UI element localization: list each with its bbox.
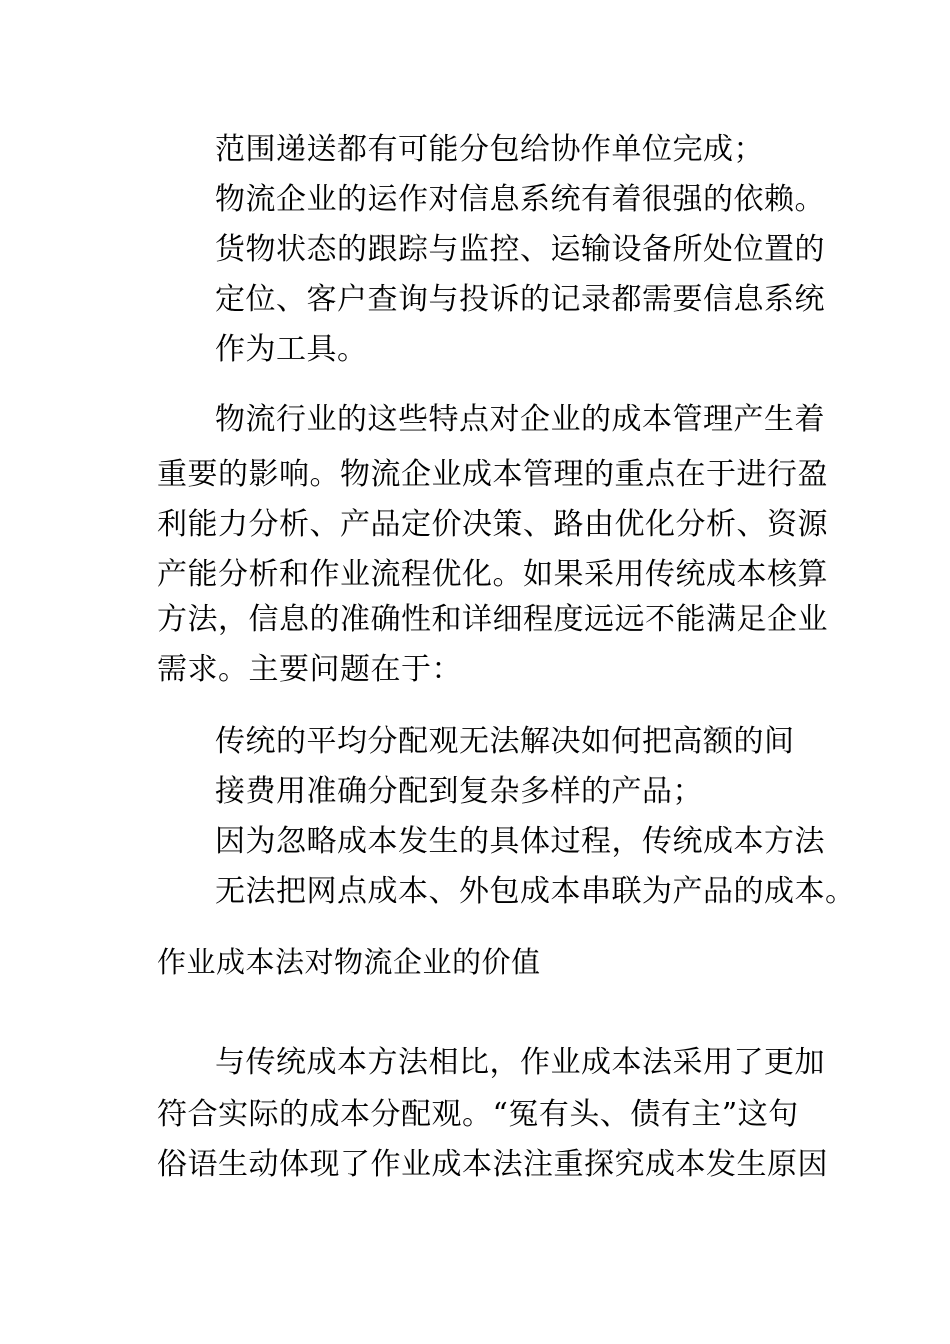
paragraph-1-line-3: 利能力分析、产品定价决策、路由优化分析、资源 <box>157 507 828 542</box>
list-one-item-1-line-1: 范围递送都有可能分包给协作单位完成； <box>215 132 764 167</box>
list-two-item-2-line-2: 无法把网点成本、外包成本串联为产品的成本。 <box>215 874 856 909</box>
paragraph-2-line-2: 符合实际的成本分配观。“冤有头、债有主”这句 <box>157 1097 799 1132</box>
list-one-item-2-line-2: 货物状态的跟踪与监控、运输设备所处位置的 <box>215 232 825 267</box>
section-heading: 作业成本法对物流企业的价值 <box>157 945 541 979</box>
paragraph-1-line-2: 重要的影响。物流企业成本管理的重点在于进行盈 <box>157 457 828 492</box>
paragraph-1-line-6: 需求。主要问题在于： <box>157 652 462 687</box>
list-one-item-2-line-1: 物流企业的运作对信息系统有着很强的依赖。 <box>215 182 825 217</box>
list-one-item-2-line-4: 作为工具。 <box>215 332 368 367</box>
list-two-item-1-line-1: 传统的平均分配观无法解决如何把高额的间 <box>215 724 795 759</box>
paragraph-2-line-3: 俗语生动体现了作业成本法注重探究成本发生原因 <box>157 1147 828 1182</box>
list-two-item-2-line-1: 因为忽略成本发生的具体过程，传统成本方法 <box>215 824 825 859</box>
list-one-item-2-line-3: 定位、客户查询与投诉的记录都需要信息系统 <box>215 282 825 317</box>
paragraph-1-line-5: 方法，信息的准确性和详细程度远远不能满足企业 <box>157 602 828 637</box>
paragraph-1-line-4: 产能分析和作业流程优化。如果采用传统成本核算 <box>157 557 828 592</box>
list-two-item-1-line-2: 接费用准确分配到复杂多样的产品； <box>215 774 703 809</box>
paragraph-2-line-1: 与传统成本方法相比，作业成本法采用了更加 <box>215 1045 825 1080</box>
paragraph-1-line-1: 物流行业的这些特点对企业的成本管理产生着 <box>215 402 825 437</box>
